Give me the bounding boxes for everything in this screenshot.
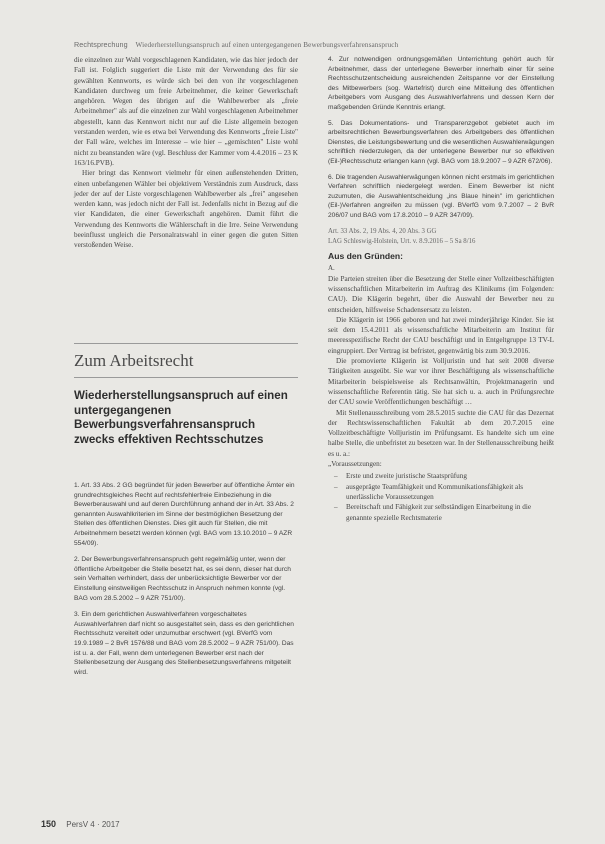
gruende-heading: Aus den Gründen: <box>328 251 403 262</box>
gruende-section-marker: A. <box>328 264 335 273</box>
right-column-body <box>328 55 554 523</box>
body-paragraph: Die promovierte Klägerin ist Volljuristin und hat seit 2008 diverse Tätigkeiten ausgeübt. Sie war vor ihrer Beschäftigung als wissenschaftliche Mitarbeiterin beispielsweise als Rechtsanwältin, Projektmanagerin und wissenschaftliche Referentin tätig. Sie hat sich u. a. auch in Prüfungsrechte der CAU sowie Veröffentlichungen beschäftigt … <box>328 357 554 407</box>
article-title: Wiederherstellungsanspruch auf einen untergegangenen Bewerbungsverfahrensanspruch zwecks effektiven Rechtsschutzes <box>74 389 288 446</box>
body-paragraph: die einzelnen zur Wahl vorgeschlagenen Kandidaten, wie das hier jedoch der Fall ist. Folglich suggeriert die Liste mit der Verwendung des für sie gewählten Kennworts, es würde sich bei den von ihr vorgeschlagenen Kandidaten durchweg um freie Arbeitnehmer, die keiner Gewerkschaft angehören. Wegen des übrigen auf die Wahlbewerber als „freie Arbeitnehmer" als auf die einzelnen zur Wahl vorgeschlagenen Arbeitnehmer abgestellt, kann das Kennwort nicht nur auf die Liste allgemein bezogen verstanden werden, wie es etwa bei Verwendung des Kennworts „freie Liste" der Fall wäre, welches im Interesse – wie hier – „gemischten" Liste wohl nicht zu beanstanden wäre (vgl. Beschluss der Kammer vom 4.4.2016 – 23 K 163/16.PVB). <box>74 56 298 167</box>
leitsaetze-left <box>74 481 298 684</box>
body-paragraph: Die Parteien streiten über die Besetzung der Stelle einer Vollzeitbeschäftigten wissenschaftlichen Mitarbeiterin im Auftrag des Klinikums (im Folgenden: CAU). Die Klägerin begehrt, über die Auswahl der Bewerber neu zu entscheiden, hilfsweise Schadensersatz zu leisten. <box>328 274 554 314</box>
list-item: – Erste und zweite juristische Staatsprüfung <box>340 471 554 481</box>
header-title: Wiederherstellungsanspruch auf einen untergegangenen Bewerbungsverfahrensanspruch <box>135 41 399 49</box>
citation-court: LAG Schleswig-Holstein, Urt. v. 8.9.2016 – 5 Sa 8/16 <box>328 237 476 245</box>
requirements-intro: „Voraussetzungen: <box>328 460 382 469</box>
leitsatz: 6. Die tragenden Auswahlerwägungen können nicht erstmals im gerichtlichen Verfahren schriftlich niedergelegt werden. Einem Bewerber ist nicht zuzumuten, die Auswahlentscheidung „ins Blaue hinein" im gerichtlichen (Eil-)Verfahren angreifen zu müssen (vgl. BVerfG vom 9.7.2007 – 2 BvR 206/07 und BAG vom 17.8.2010 – 9 AZR 347/09). <box>328 173 554 219</box>
requirements-list <box>328 471 554 522</box>
body-paragraph: Hier bringt das Kennwort vielmehr für einen außenstehenden Dritten, einen unbefangenen Wähler bei objektivem Verständnis zum Ausdruck, dass jeder der auf der Liste vorgeschlagenen Wahlbewerber als „frei" angesehen werden kann, was jedoch nicht der Fall ist. Jedenfalls nicht in Bezug auf die vier Kandidaten, die einer Gewerkschaft angehören. Damit führt die Verwendung des Kennworts die Wählerschaft in die Irre. Seine Verwendung beeinflusst ungleich die Personalratswahl in einer gegen die guten Sitten verstoßenden Weise. <box>74 169 298 250</box>
page-number: 150 <box>41 819 57 829</box>
body-paragraph: Die Klägerin ist 1966 geboren und hat zwei minderjährige Kinder. Sie ist seit dem 15.4.2011 als wissenschaftliche Mitarbeiterin am Institut für meeresspezifische Recht der CAU beschäftigt und in Entgeltgruppe 13 TV-L eingruppiert. Der Vertrag ist befristet, gegenwärtig bis zum 30.9.2016. <box>328 315 554 355</box>
leitsatz: 1. Art. 33 Abs. 2 GG begründet für jeden Bewerber auf öffentliche Ämter ein grundrechtsgleiches Recht auf rechtsfehlerfreie Einbeziehung in die Bewerberauswahl und auf deren Durchführung anhand der in Art. 33 Abs. 2 genannten Auswahlkriterien im Sinne der bestmöglichen Besetzung der Stellen des öffentlichen Dienstes. Dies gilt auch für Stellen, die mit Arbeitnehmern besetzt werden können (vgl. BAG vom 13.10.2010 – 9 AZR 554/09). <box>74 482 295 547</box>
section-divider <box>74 377 298 378</box>
citation-norms: Art. 33 Abs. 2, 19 Abs. 4, 20 Abs. 3 GG <box>328 227 437 235</box>
journal-issue: PersV 4 · 2017 <box>66 820 120 829</box>
leitsatz: 5. Das Dokumentations- und Transparenzgebot gebietet auch im arbeitsrechtlichen Bewerbungsverfahren des Arbeitgebers des öffentlichen Dienstes, die Leistungsbewertung und die wesentlichen Auswahlerwägungen schriftlich niederzulegen, da der unterlegene Bewerber nur so effektiven (Eil-)Rechtsschutz erlangen kann (vgl. BAG vom 18.9.2007 – 9 AZR 672/06). <box>328 119 554 165</box>
section-title: Zum Arbeitsrecht <box>74 351 194 370</box>
running-header <box>74 40 554 49</box>
body-paragraph: Mit Stellenausschreibung vom 28.5.2015 suchte die CAU für das Dezernat der Rechtswissenschaftlichen Fakultät ab dem 20.7.2015 eine Vollzeitbeschäftigte Volljuristin im Prüfungsamt. Es handelte sich um eine halbe Stelle, die unbefristet zu besetzen war. In der Stellenausschreibung heißt es u. a.: <box>328 408 554 458</box>
list-item: – ausgeprägte Teamfähigkeit und Kommunikationsfähigkeit als unerlässliche Voraussetzungen <box>340 482 554 503</box>
header-section: Rechtsprechung <box>74 40 128 49</box>
leitsatz: 4. Zur notwendigen ordnungsgemäßen Unterrichtung gehört auch für Arbeitnehmer, dass der unterlegene Bewerber innerhalb einer für seine Rechtsschutzentscheidung ausreichenden Zeitspanne vor der Einstellung des Mitbewerbers (sog. Wartefrist) durch eine Mitteilung des öffentlichen Arbeitgebers vom Ausgang des Auswahlverfahrens und dessen Kern der maßgebenden Gründe Kenntnis erlangt. <box>328 56 554 111</box>
leitsatz: 3. Ein dem gerichtlichen Auswahlverfahren vorgeschaltetes Auswahlverfahren darf nicht so ausgestaltet sein, dass es den gerichtlichen Rechtsschutz vereitelt oder unzumutbar erschwert (vgl. BVerfG vom 19.9.1989 – 2 BvR 1576/88 und BAG vom 28.5.2002 – 9 AZR 751/00). Das ist u. a. der Fall, wenn dem unterlegenen Bewerber erst nach der Stellenbesetzung der Ausgang des Stellenbesetzungsverfahrens mitgeteilt wird. <box>74 611 294 676</box>
list-item: – Bereitschaft und Fähigkeit zur selbständigen Einarbeitung in die genannte spezielle Rechtsmaterie <box>340 502 554 523</box>
left-column-body <box>74 55 298 251</box>
section-divider <box>74 343 298 344</box>
leitsatz: 2. Der Bewerbungsverfahrensanspruch geht regelmäßig unter, wenn der öffentliche Arbeitgeber die Stelle besetzt hat, es sei denn, dieser hat durch sein Verhalten verhindert, dass der unberücksichtigte Bewerber vor der Einstellung einstweiligen Rechtsschutz in Anspruch nehmen konnte (vgl. BAG vom 28.5.2002 – 9 AZR 751/00). <box>74 556 291 602</box>
page-footer <box>41 819 120 829</box>
